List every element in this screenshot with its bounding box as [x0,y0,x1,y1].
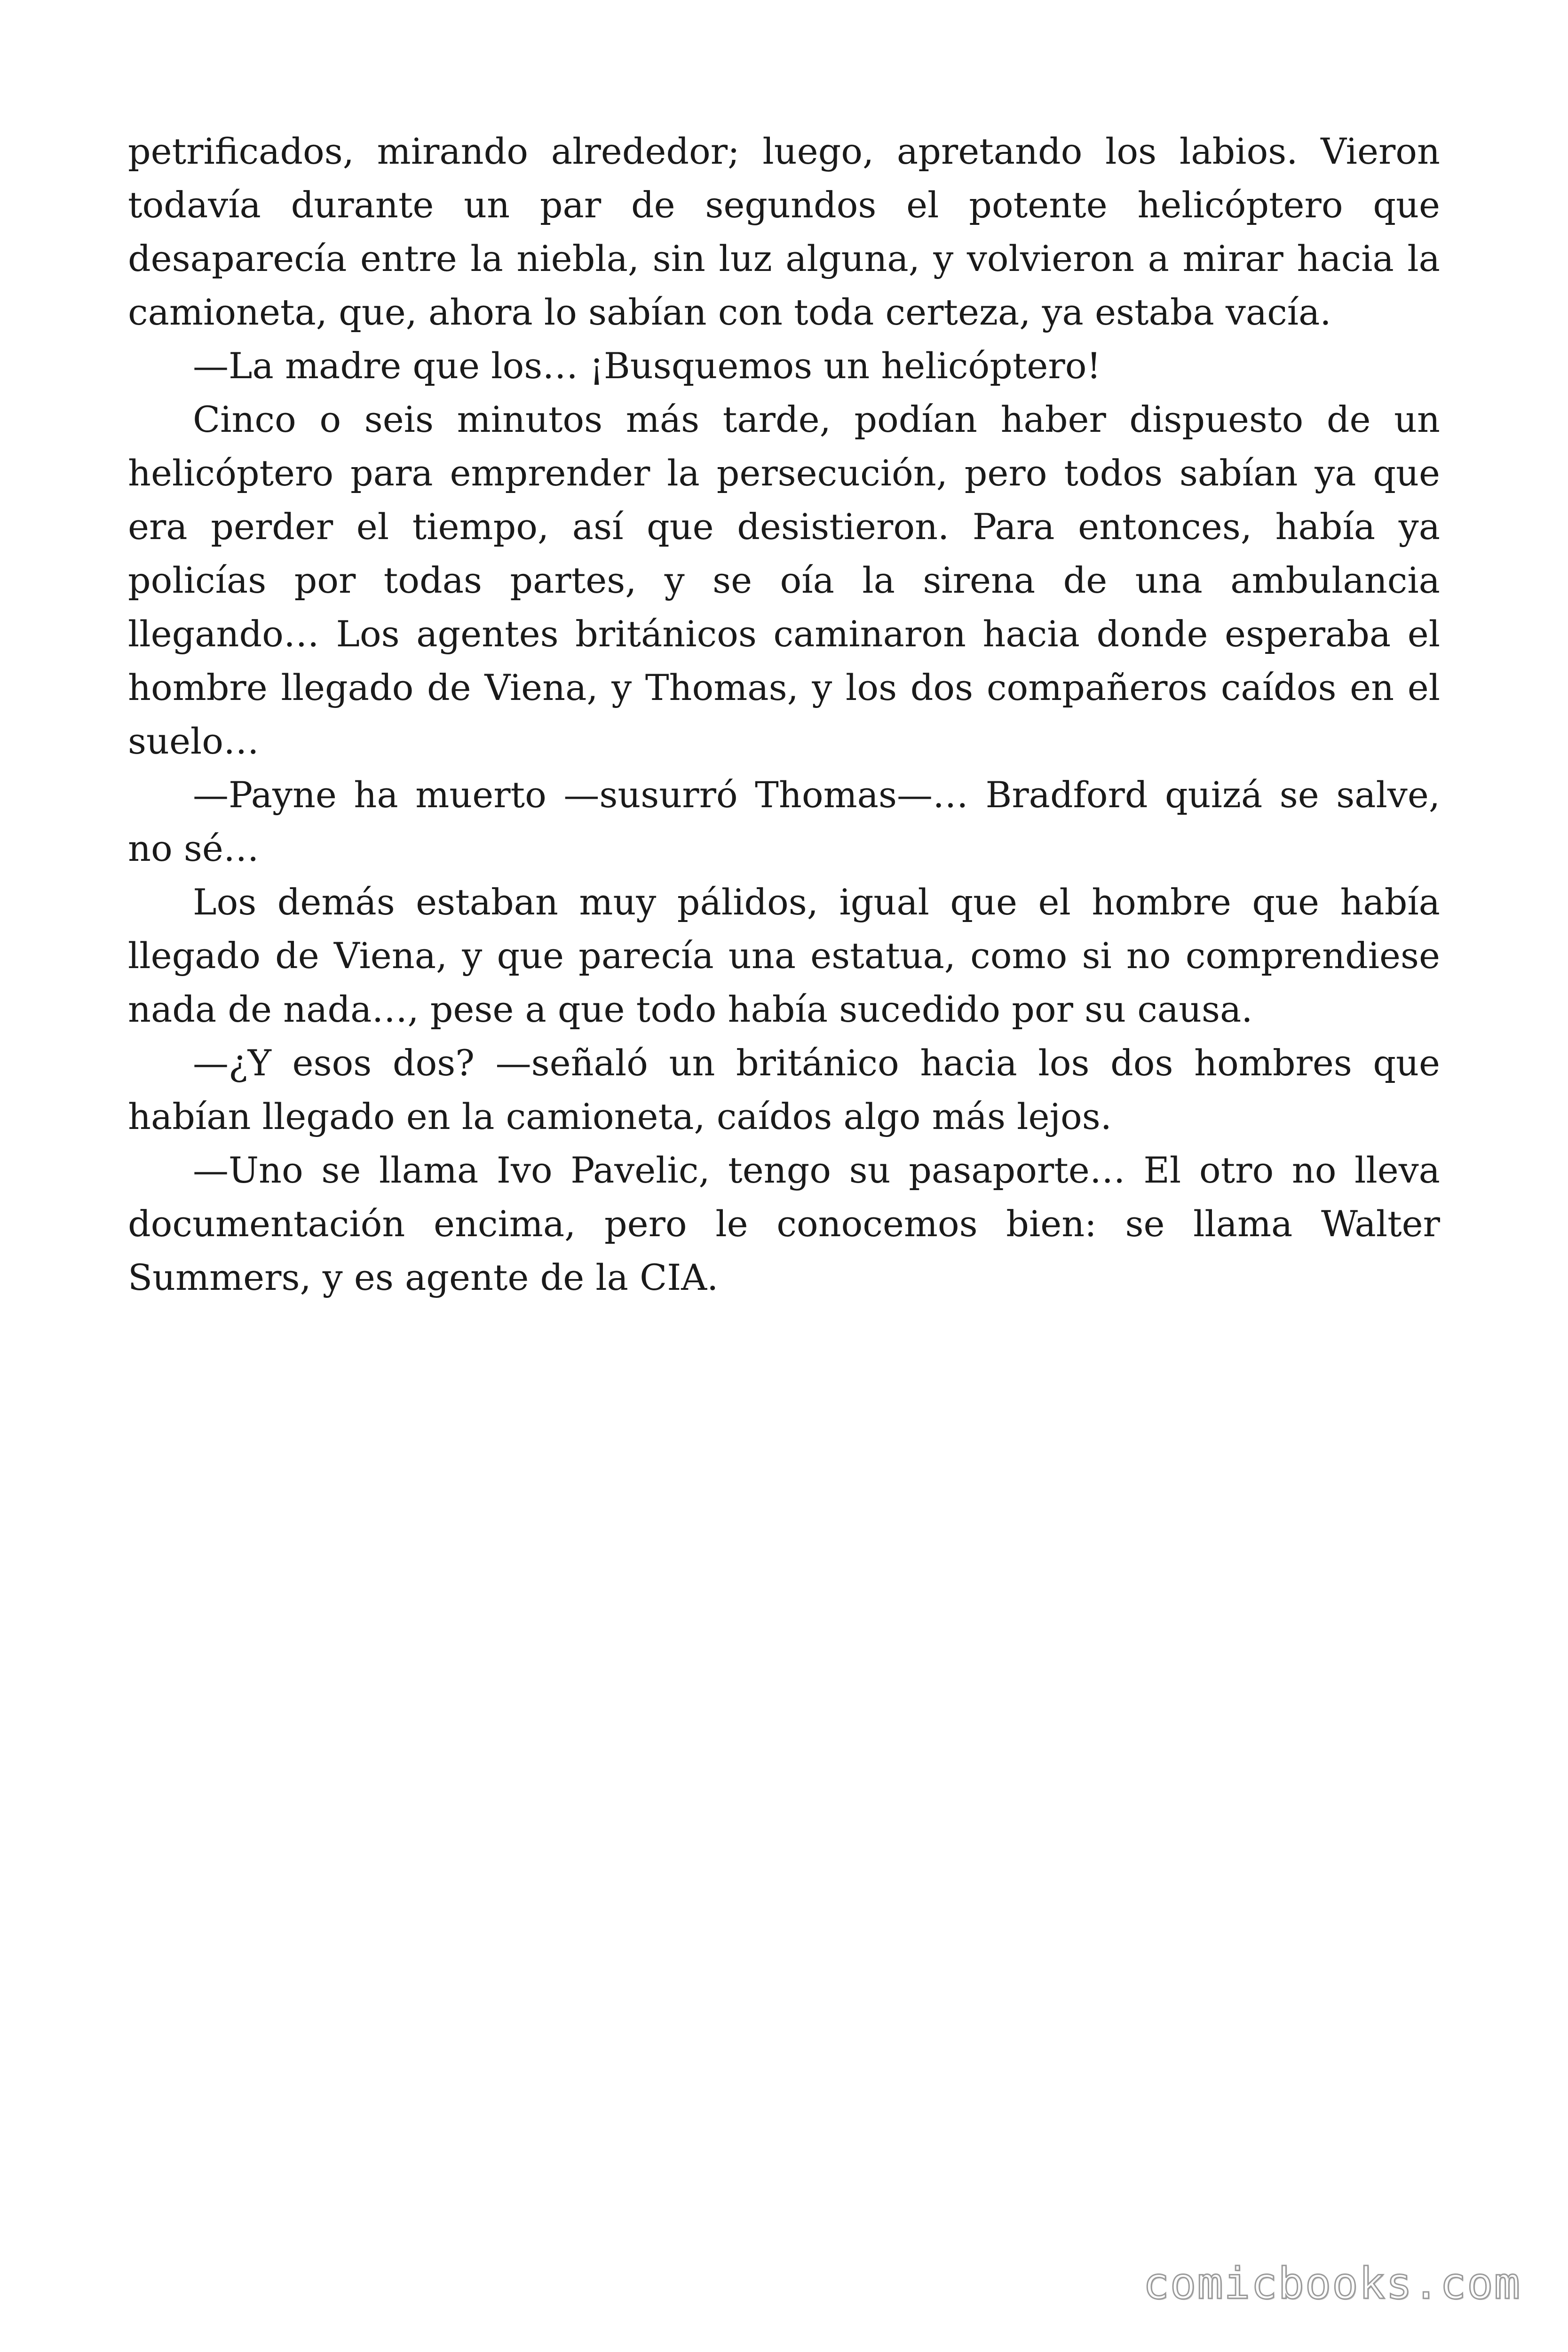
paragraph-4: —Payne ha muerto —susurró Thomas—… Bradford quizá se salve, no sé… [128,774,1440,869]
paragraph-1: petrificados, mirando alrededor; luego, apretando los labios. Vieron todavía durante un par de segundos el potente helicóptero que desaparecía entre la niebla, sin luz alguna, y volvieron a mirar hacia la camioneta, que, ahora lo sabían con toda certeza, ya estaba vacía. [128,130,1440,333]
paragraph-7: —Uno se llama Ivo Pavelic, tengo su pasaporte… El otro no lleva documentación encima, pero le conocemos bien: se llama Walter Summers, y es agente de la CIA. [128,1149,1440,1298]
paragraph-5: Los demás estaban muy pálidos, igual que el hombre que había llegado de Viena, y que parecía una estatua, como si no comprendiese nada de nada…, pese a que todo había sucedido por su causa. [128,881,1440,1030]
watermark: comicbooks.com [1143,2258,1521,2309]
paragraph-2: —La madre que los… ¡Busquemos un helicóptero! [193,345,1101,387]
body-text [128,125,1440,1304]
paragraph-3: Cinco o seis minutos más tarde, podían haber dispuesto de un helicóptero para emprender la persecución, pero todos sabían ya que era perder el tiempo, así que desistieron. Para entonces, había ya policías por todas partes, y se oía la sirena de una ambulancia llegando… Los agentes británicos caminaron hacia donde esperaba el hombre llegado de Viena, y Thomas, y los dos compañeros caídos en el suelo… [128,398,1440,762]
paragraph-6: —¿Y esos dos? —señaló un británico hacia los dos hombres que habían llegado en la camioneta, caídos algo más lejos. [128,1042,1440,1137]
